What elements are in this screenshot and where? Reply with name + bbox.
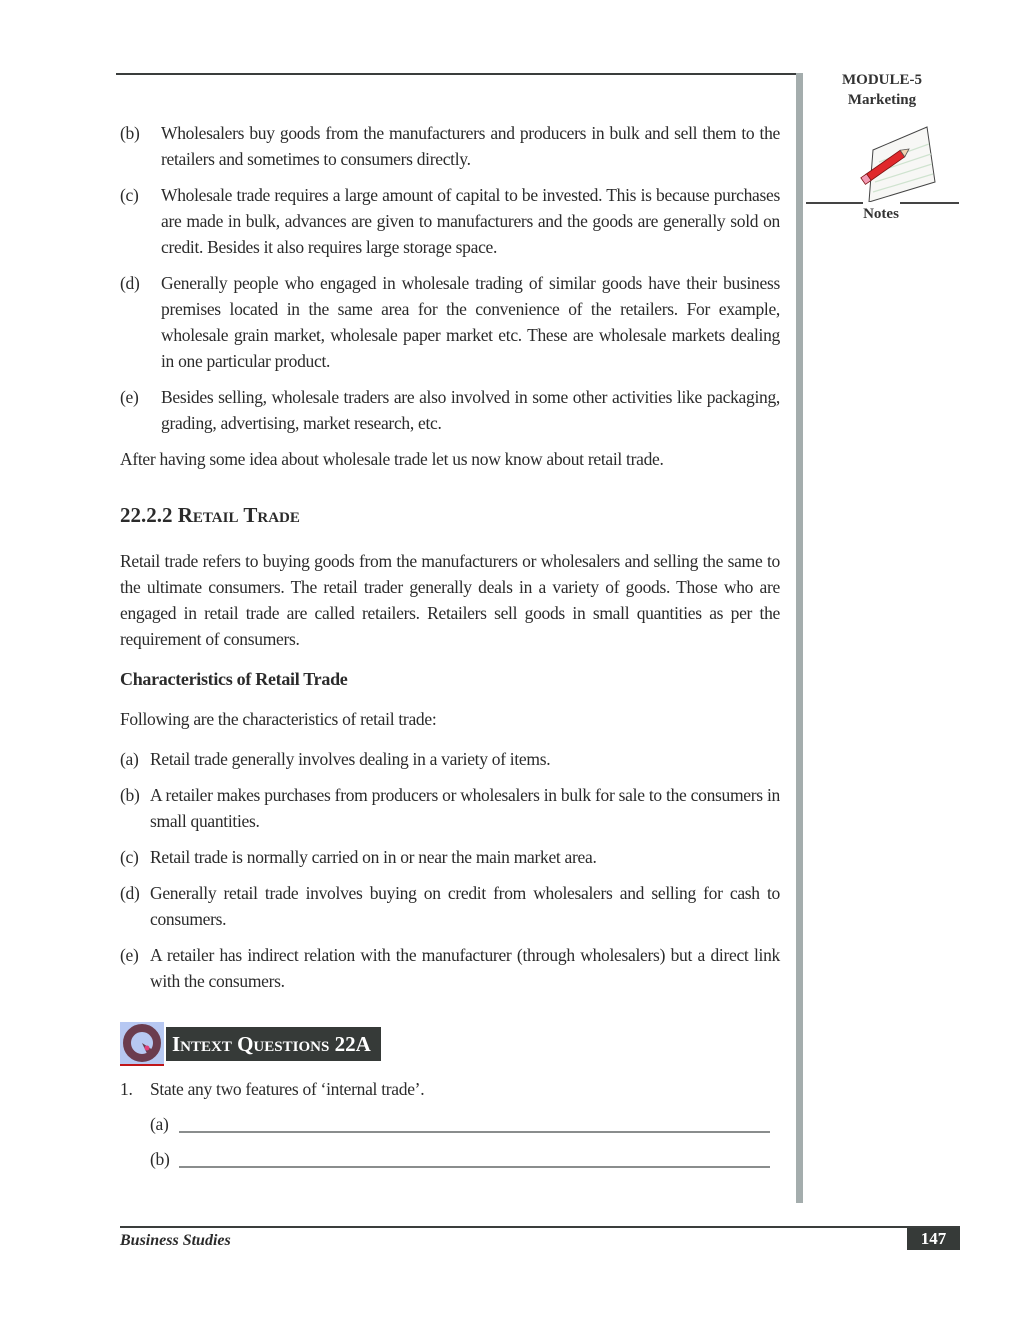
- footer-book-title: Business Studies: [120, 1232, 231, 1249]
- item-text: A retailer makes purchases from producers or wholesalers in bulk for sale to the consumers in small quantities.: [150, 785, 780, 831]
- item-label: (e): [120, 945, 139, 965]
- item-text: Wholesale trade requires a large amount of capital to be invested. This is because purchases are made in bulk, advances are given to manufacturers and the goods are generally sold on credit. Besides it also requires large storage space.: [161, 185, 780, 257]
- item-text: A retailer has indirect relation with the manufacturer (through wholesalers) but a direct link with the consumers.: [150, 945, 780, 991]
- wholesale-item: [120, 182, 780, 260]
- question-text: State any two features of ‘internal trade’.: [150, 1079, 425, 1099]
- item-label: (c): [120, 847, 139, 867]
- question-q-icon: [120, 1022, 164, 1066]
- section-intro: Retail trade refers to buying goods from the manufacturers or wholesalers and selling the same to the ultimate consumers. The retail trader generally deals in a variety of goods. Those who are engaged in retail trade are called retailers. Retailers sell goods in small quantities as per the requirement of consumers.: [120, 551, 780, 649]
- notes-rule-right: [900, 202, 959, 204]
- wholesale-item: [120, 120, 780, 172]
- questions-block: [120, 1076, 780, 1172]
- item-text: Besides selling, wholesale traders are also involved in some other activities like packaging, grading, advertising, market research, etc.: [161, 387, 780, 433]
- lead-paragraph: Following are the characteristics of retail trade:: [120, 709, 437, 729]
- page-number: 147: [907, 1228, 960, 1250]
- item-label: (e): [120, 387, 139, 407]
- item-text: Retail trade is normally carried on in or near the main market area.: [150, 847, 597, 867]
- module-subject: Marketing: [847, 92, 917, 108]
- retail-item: [120, 746, 780, 772]
- section-heading: [120, 502, 780, 528]
- answer-row: [150, 1111, 780, 1137]
- item-label: (d): [120, 273, 140, 293]
- notes-rule-left: [806, 202, 863, 204]
- wholesale-item: [120, 270, 780, 374]
- item-label: (b): [120, 123, 140, 143]
- answer-blank-line[interactable]: [179, 1148, 770, 1168]
- top-rule: [116, 73, 800, 75]
- module-header: [826, 70, 938, 110]
- section-title: Retail Trade: [177, 503, 300, 527]
- item-text: Generally retail trade involves buying on credit from wholesalers and selling for cash to consumers.: [150, 883, 780, 929]
- answer-blank-line[interactable]: [179, 1113, 770, 1133]
- retail-item: [120, 844, 780, 870]
- item-label: (a): [120, 749, 139, 769]
- footer-rule: [120, 1226, 960, 1228]
- module-number: MODULE-5: [842, 72, 922, 88]
- retail-item: [120, 942, 780, 994]
- answer-label: (b): [150, 1149, 170, 1169]
- answer-label: (a): [150, 1114, 169, 1134]
- question-number: 1.: [120, 1079, 133, 1099]
- notes-label: Notes: [863, 206, 899, 222]
- item-label: (d): [120, 883, 140, 903]
- retail-item: [120, 880, 780, 932]
- subheading: Characteristics of Retail Trade: [120, 669, 348, 689]
- item-label: (c): [120, 185, 139, 205]
- item-label: (b): [120, 785, 140, 805]
- retail-item: [120, 782, 780, 834]
- item-text: Generally people who engaged in wholesale trading of similar goods have their business premises located in the same area for the convenience of the retailers. For example, wholesale grain market, wholesale paper market etc. These are wholesale markets dealing in one particular product.: [161, 273, 780, 371]
- intext-questions-banner: [120, 1021, 381, 1067]
- item-text: Wholesalers buy goods from the manufacturers and producers in bulk and sell them to the retailers and sometimes to consumers directly.: [161, 123, 780, 169]
- intext-title-text: Intext Questions: [172, 1031, 330, 1056]
- intext-questions-title: [166, 1027, 381, 1061]
- notepad-pencil-icon: [855, 122, 940, 202]
- section-number: 22.2.2: [120, 503, 173, 527]
- intext-code: 22A: [334, 1031, 371, 1056]
- question-item: [120, 1076, 780, 1102]
- main-content: [120, 120, 780, 1004]
- answer-row: [150, 1146, 780, 1172]
- item-text: Retail trade generally involves dealing in a variety of items.: [150, 749, 551, 769]
- transition-paragraph: After having some idea about wholesale trade let us now know about retail trade.: [120, 449, 664, 469]
- wholesale-item: [120, 384, 780, 436]
- margin-divider-bar: [796, 73, 803, 1203]
